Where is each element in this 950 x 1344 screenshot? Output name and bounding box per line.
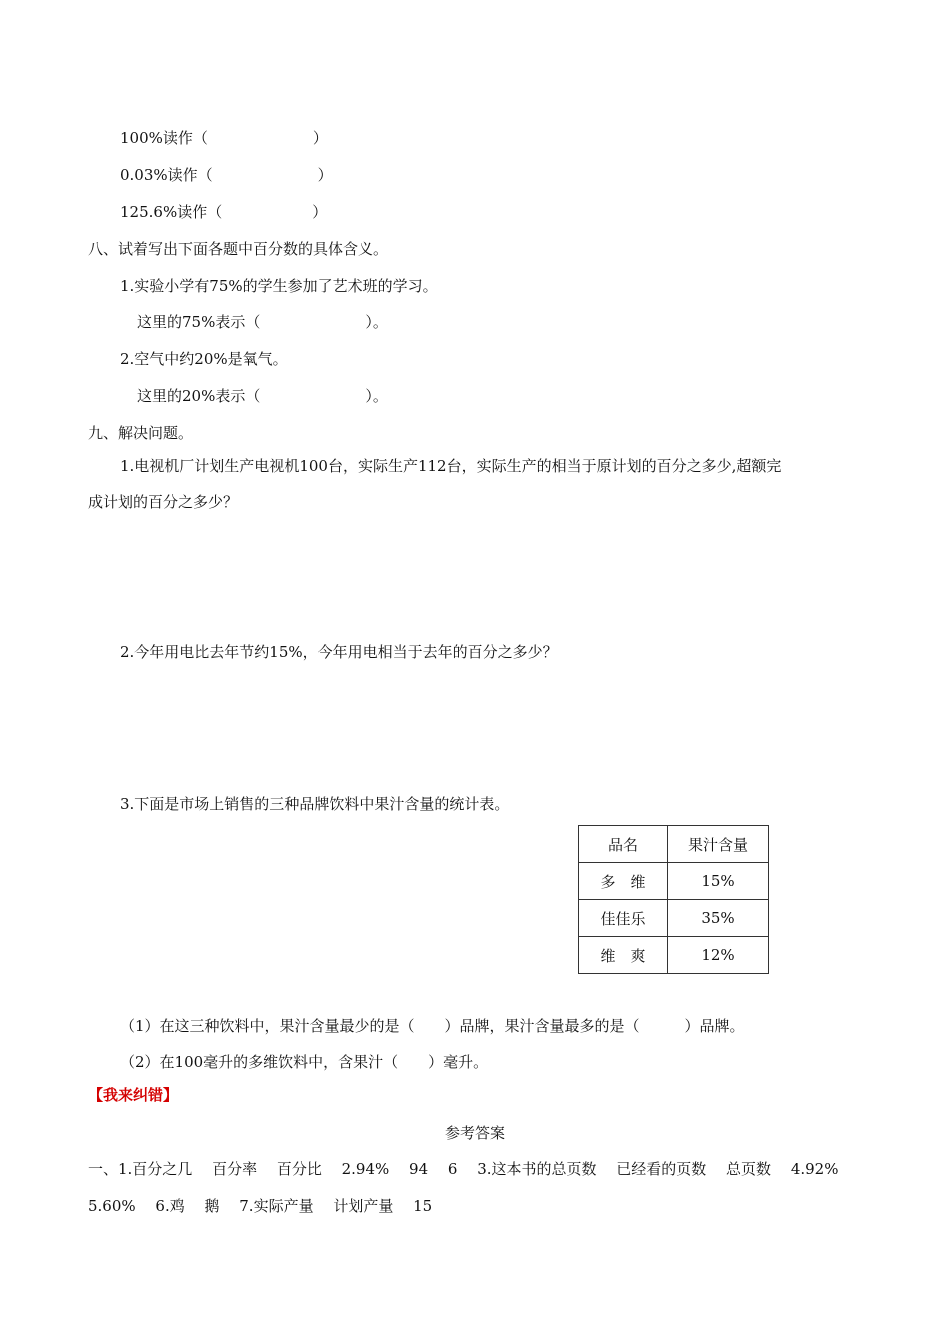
section-9-title: 九、解决问题。 <box>88 424 194 442</box>
correction-tag: 【我来纠错】 <box>88 1086 179 1104</box>
reading-line-1: 100%读作（ ） <box>120 129 328 147</box>
table-row <box>579 937 769 974</box>
problem-1-line-1: 1.电视机厂计划生产电视机100台，实际生产112台，实际生产的相当于原计划的百分之多少,超额完 <box>120 457 782 475</box>
table-cell-brand: 佳佳乐 <box>579 900 668 937</box>
table-header-row <box>579 826 769 863</box>
reading-line-2: 0.03%读作（ ） <box>120 166 333 184</box>
table-header-name: 品名 <box>579 826 668 863</box>
table-cell-brand: 维 爽 <box>579 937 668 974</box>
section-8-question-2: 2.空气中约20%是氧气。 <box>120 350 288 368</box>
table-row <box>579 863 769 900</box>
table-cell-brand: 多 维 <box>579 863 668 900</box>
reading-line-3: 125.6%读作（ ） <box>120 203 328 221</box>
answers-title: 参考答案 <box>444 1124 505 1142</box>
section-8-question-1: 1.实验小学有75%的学生参加了艺术班的学习。 <box>120 277 438 295</box>
table-cell-percent: 15% <box>668 863 769 900</box>
answers-line-2: 5.60% 6.鸡 鹅 7.实际产量 计划产量 15 <box>88 1197 433 1215</box>
table-cell-percent: 35% <box>668 900 769 937</box>
table-cell-percent: 12% <box>668 937 769 974</box>
table-header-juice: 果汁含量 <box>668 826 769 863</box>
section-8-question-1-fill: 这里的75%表示（ ）。 <box>137 313 388 331</box>
section-8-title: 八、试着写出下面各题中百分数的具体含义。 <box>88 240 389 258</box>
sub-question-1: （1）在这三种饮料中，果汁含量最少的是（ ）品牌，果汁含量最多的是（ ）品牌。 <box>120 1017 745 1035</box>
sub-question-2: （2）在100毫升的多维饮料中，含果汁（ ）毫升。 <box>120 1053 489 1071</box>
problem-2: 2.今年用电比去年节约15%，今年用电相当于去年的百分之多少？ <box>120 643 558 661</box>
juice-content-table <box>578 825 769 974</box>
table-row <box>579 900 769 937</box>
answers-line-1: 一、1.百分之几 百分率 百分比 2.94% 94 6 3.这本书的总页数 已经看的页数 总页数 4.92% <box>88 1160 839 1178</box>
problem-1-line-2: 成计划的百分之多少？ <box>88 493 239 511</box>
problem-3: 3.下面是市场上销售的三种品牌饮料中果汁含量的统计表。 <box>120 795 510 813</box>
section-8-question-2-fill: 这里的20%表示（ ）。 <box>137 387 388 405</box>
